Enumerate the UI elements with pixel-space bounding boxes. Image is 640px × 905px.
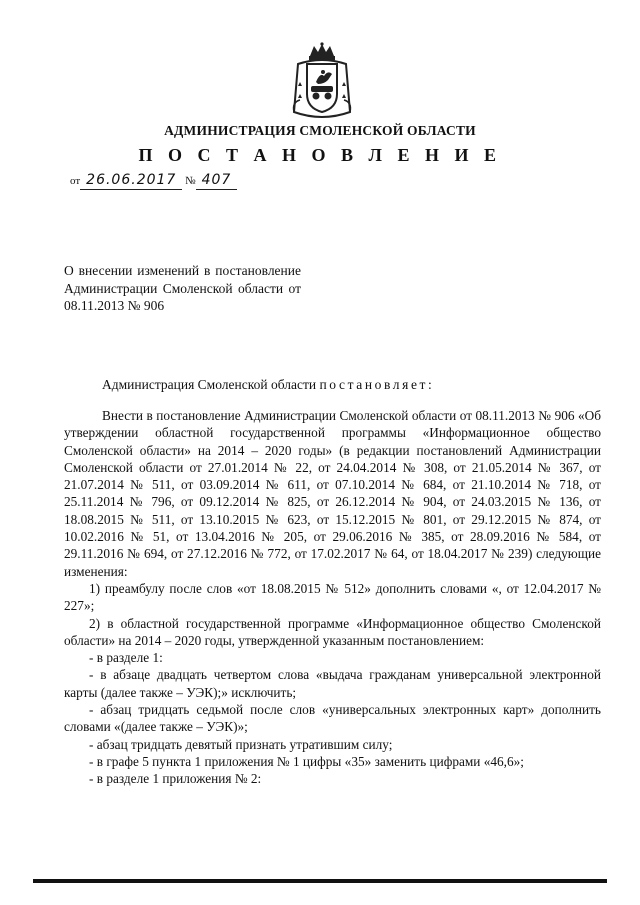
page-bottom-rule bbox=[33, 879, 607, 883]
body-paragraph: - в графе 5 пункта 1 приложения № 1 цифры «35» заменить цифрами «46,6»; bbox=[89, 753, 524, 769]
handwritten-number: 407 bbox=[196, 172, 238, 190]
organization-title: АДМИНИСТРАЦИЯ СМОЛЕНСКОЙ ОБЛАСТИ bbox=[164, 123, 476, 138]
handwritten-date: 26.06.2017 bbox=[80, 172, 182, 190]
preamble-lead: Администрация Смоленской области bbox=[102, 377, 320, 392]
body-paragraph: - в абзаце двадцать четвертом слова «выдача гражданам универсальной электронной карты (далее также – УЭК);» исключить; bbox=[64, 667, 601, 700]
preamble-verb: постановляет: bbox=[319, 377, 435, 392]
coat-of-arms-icon bbox=[290, 42, 354, 124]
date-number-line bbox=[70, 172, 237, 190]
preamble-line bbox=[102, 377, 434, 393]
document-type-heading: П О С Т А Н О В Л Е Н И Е bbox=[138, 145, 502, 165]
body-paragraph: 1) преамбулу после слов «от 18.08.2015 № 512» дополнить словами «, от 12.04.2017 № 227»; bbox=[64, 580, 601, 614]
date-prefix-label: от bbox=[70, 175, 81, 187]
document-body bbox=[64, 407, 601, 788]
document-subject: О внесении изменений в постановление Администрации Смоленской области от 08.11.2013 № 906 bbox=[64, 263, 301, 313]
body-paragraph: - абзац тридцать девятый признать утратившим силу; bbox=[89, 736, 393, 752]
body-paragraph: Внести в постановление Администрации Смоленской области от 08.11.2013 № 906 «Об утверждении областной государственной программы «Информационное общество Смоленской области» на 2014 – 2020 годы» (в редакции постановлений Администрации Смоленской области от 27.01.2014 № 22, от 24.04.2014 № 308, от 21.05.2014 № 367, от 21.07.2014 № 511, от 03.09.2014 № 611, от 07.10.2014 № 684, от 21.10.2014 № 718, от 25.11.2014 № 796, от 09.12.2014 № 825, от 26.12.2014 № 904, от 24.03.2015 № 136, от 18.08.2015 № 511, от 13.10.2015 № 623, от 15.12.2015 № 801, от 29.12.2015 № 874, от 10.02.2016 № 51, от 13.04.2016 № 205, от 29.06.2016 № 385, от 28.09.2016 № 584, от 29.11.2016 № 694, от 27.12.2016 № 772, от 17.02.2017 № 64, от 18.04.2017 № 239) следующие изменения: bbox=[64, 408, 601, 579]
body-paragraph: 2) в областной государственной программе «Информационное общество Смоленской области» на 2014 – 2020 годы, утвержденной указанным постановлением: bbox=[64, 615, 601, 648]
body-paragraph: - абзац тридцать седьмой после слов «универсальных электронных карт» дополнить словами «(далее также – УЭК)»; bbox=[64, 702, 601, 735]
body-paragraph: - в разделе 1 приложения № 2: bbox=[89, 771, 262, 787]
body-paragraph: - в разделе 1: bbox=[89, 650, 163, 666]
number-prefix-label: № bbox=[185, 175, 196, 187]
